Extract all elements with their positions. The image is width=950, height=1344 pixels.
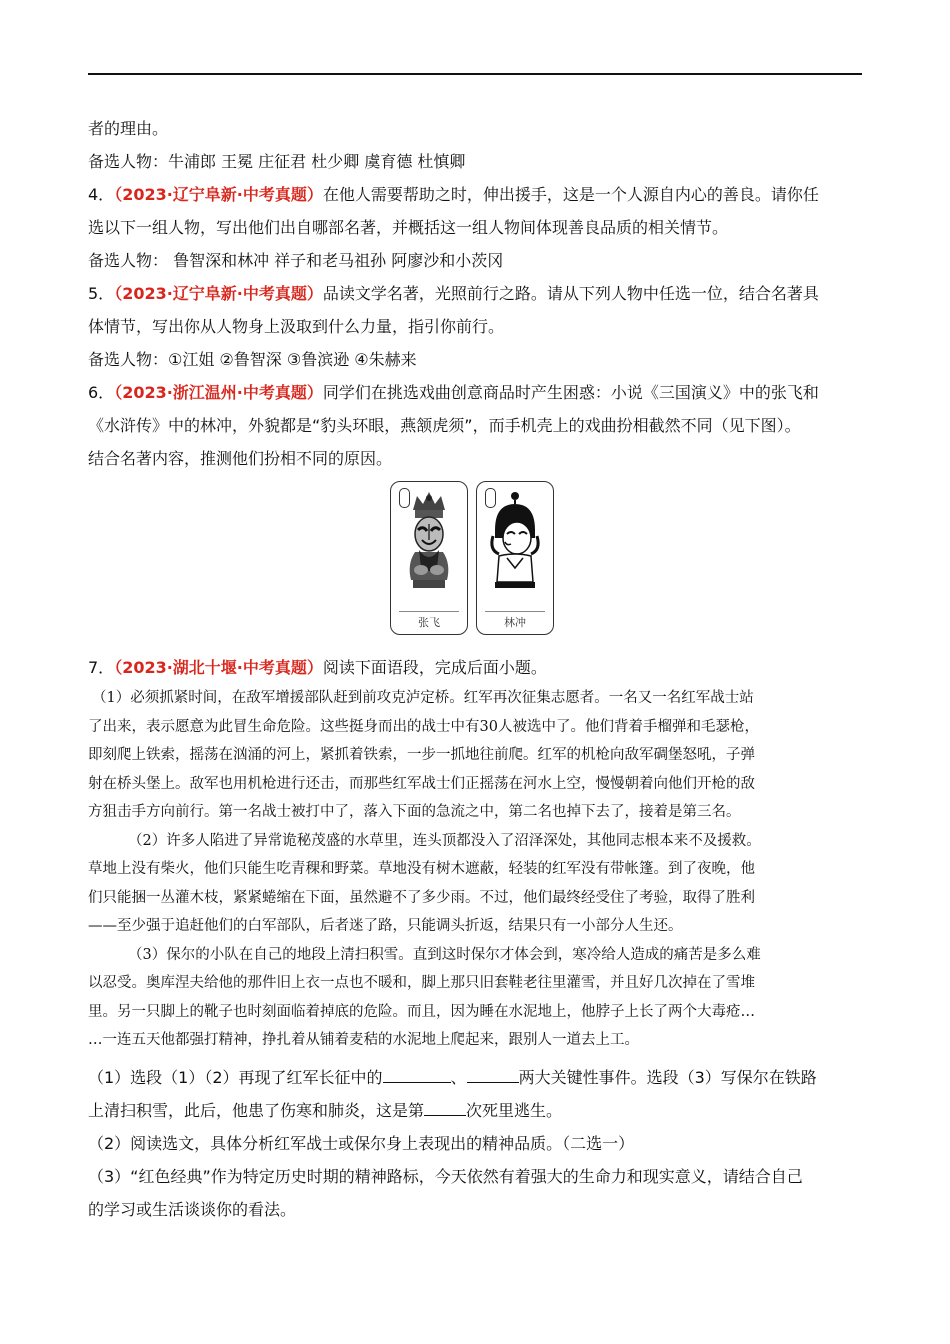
caption-zhangfei: 张飞 [418, 616, 440, 629]
linchong-opera-figure-icon [485, 490, 545, 602]
sub-question-2: （2）阅读选文，具体分析红军战士或保尔身上表现出的精神品质。（二选一） [88, 1133, 635, 1153]
phone-case-linchong [476, 481, 554, 635]
question-7 [88, 651, 862, 684]
phone-case-figure [88, 481, 862, 639]
caption-linchong: 林冲 [504, 616, 526, 629]
phone-case-zhangfei [390, 481, 468, 635]
question-text: 在他人需要帮助之时，伸出援手，这是一个人源自内心的善良。请你任 [322, 185, 819, 204]
answer-blank[interactable] [383, 1068, 451, 1083]
passage-line: 射在桥头堡上。敌军也用机枪进行还击，而那些红军战士们正摇荡在河水上空，慢慢朝着向他们开枪的敌 [88, 775, 755, 792]
question-text: 结合名著内容，推测他们扮相不同的原因。 [88, 449, 393, 468]
question-text: 选以下一组人物，写出他们出自哪部名著，并概括这一组人物间体现善良品质的相关情节。 [88, 218, 729, 237]
candidate-list: 备选人物：①江姐 ②鲁智深 ③鲁滨逊 ④朱赫来 [88, 350, 417, 369]
source-tag: （2023·湖北十堰·中考真题） [114, 658, 323, 677]
sub-question-1 [88, 1061, 862, 1094]
question-number: 4． [88, 185, 115, 204]
candidate-list: 备选人物：牛浦郎 王冕 庄征君 杜少卿 虞育德 杜慎卿 [88, 152, 466, 171]
candidate-list: 备选人物： 鲁智深和林冲 祥子和老马祖孙 阿廖沙和小茨冈 [88, 251, 504, 270]
question-6 [88, 376, 862, 409]
sub-question-text: 次死里逃生。 [466, 1100, 563, 1120]
answer-blank[interactable] [467, 1068, 519, 1083]
passage-line: （1）必须抓紧时间，在敌军增援部队赶到前攻克泸定桥。红军再次征集志愿者。一名又一名红军战士站 [92, 690, 754, 706]
question-text: 体情节，写出你从人物身上汲取到什么力量，指引你前行。 [88, 317, 505, 336]
question-number: 6． [88, 383, 115, 402]
source-tag: （2023·辽宁阜新·中考真题） [114, 284, 323, 303]
passage-line: 即刻爬上铁索，摇荡在汹涌的河上，紧抓着铁索，一步一抓地往前爬。红军的机枪向敌军碉堡怒吼，子弹 [88, 747, 755, 763]
passage-line: …一连五天他都强打精神，挣扎着从铺着麦秸的水泥地上爬起来，跟别人一道去上工。 [88, 1032, 639, 1048]
passage-line: 了出来，表示愿意为此冒生命危险。这些挺身而出的战士中有30人被选中了。他们背着手榴弹和毛瑟枪， [88, 718, 759, 735]
sub-question-text: 两大关键性事件。选段（3）写保尔在铁路 [518, 1067, 817, 1087]
passage-line: 里。另一只脚上的靴子也时刻面临着掉底的危险。而且，因为睡在水泥地上，他脖子上长了两个大毒疮… [88, 1003, 755, 1020]
header-rule [88, 73, 862, 75]
sub-question-text: 上清扫积雪，此后，他患了伤寒和肺炎，这是第 [88, 1100, 425, 1120]
separator: 、 [450, 1067, 467, 1087]
answer-blank[interactable] [424, 1101, 466, 1116]
passage-line: 草地上没有柴火，他们只能生吃青稞和野菜。草地没有树木遮蔽，轻装的红军没有带帐篷。到了夜晚，他 [88, 861, 755, 877]
question-4 [88, 178, 862, 211]
zhangfei-opera-figure-icon [399, 490, 459, 602]
text-line: 者的理由。 [88, 119, 169, 138]
passage-line: 们只能捆一丛灌木枝，紧紧蜷缩在下面，虽然避不了多少雨。不过，他们最终经受住了考验，取得了胜利 [88, 889, 755, 906]
passage-line: ——至少强于追赶他们的白军部队，后者迷了路，只能调头折返，结果只有一小部分人生还。 [88, 918, 683, 934]
divider [399, 611, 459, 612]
passage-line: （2）许多人陷进了异常诡秘茂盛的水草里，连头顶都没入了沼泽深处，其他同志根本来不及援救。 [128, 832, 761, 849]
question-number: 5． [88, 284, 115, 303]
question-number: 7． [88, 658, 115, 677]
question-text: 同学们在挑选戏曲创意商品时产生困惑：小说《三国演义》中的张飞和 [322, 383, 819, 402]
sub-question-3: （3）“红色经典”作为特定历史时期的精神路标，今天依然有着强大的生命力和现实意义，请结合自己 [88, 1166, 803, 1186]
question-5 [88, 277, 862, 310]
sub-question-1-cont [88, 1094, 862, 1127]
source-tag: （2023·浙江温州·中考真题） [114, 383, 323, 402]
sub-question-text: （1）选段（1）（2）再现了红军长征中的 [88, 1067, 383, 1087]
question-text: 品读文学名著，光照前行之路。请从下列人物中任选一位，结合名著具 [322, 284, 819, 303]
passage-line: （3）保尔的小队在自己的地段上清扫积雪。直到这时保尔才体会到，寒冷给人造成的痛苦是多么难 [128, 946, 761, 963]
question-text: 阅读下面语段，完成后面小题。 [322, 658, 547, 677]
reading-passage [88, 684, 862, 1055]
divider [485, 611, 545, 612]
sub-question-3-cont: 的学习或生活谈谈你的看法。 [88, 1199, 297, 1219]
source-tag: （2023·辽宁阜新·中考真题） [114, 185, 323, 204]
passage-line: 以忍受。奥库涅夫给他的那件旧上衣一点也不暖和，脚上那只旧套鞋老往里灌雪，并且好几次掉在了雪堆 [88, 975, 755, 991]
document-body [88, 112, 862, 1226]
passage-line: 方狙击手方向前行。第一名战士被打中了，落入下面的急流之中，第二名也掉下去了，接着是第三名。 [88, 804, 741, 820]
question-text: 《水浒传》中的林冲，外貌都是“豹头环眼，燕颔虎须”，而手机壳上的戏曲扮相截然不同（见下图）。 [88, 416, 801, 435]
